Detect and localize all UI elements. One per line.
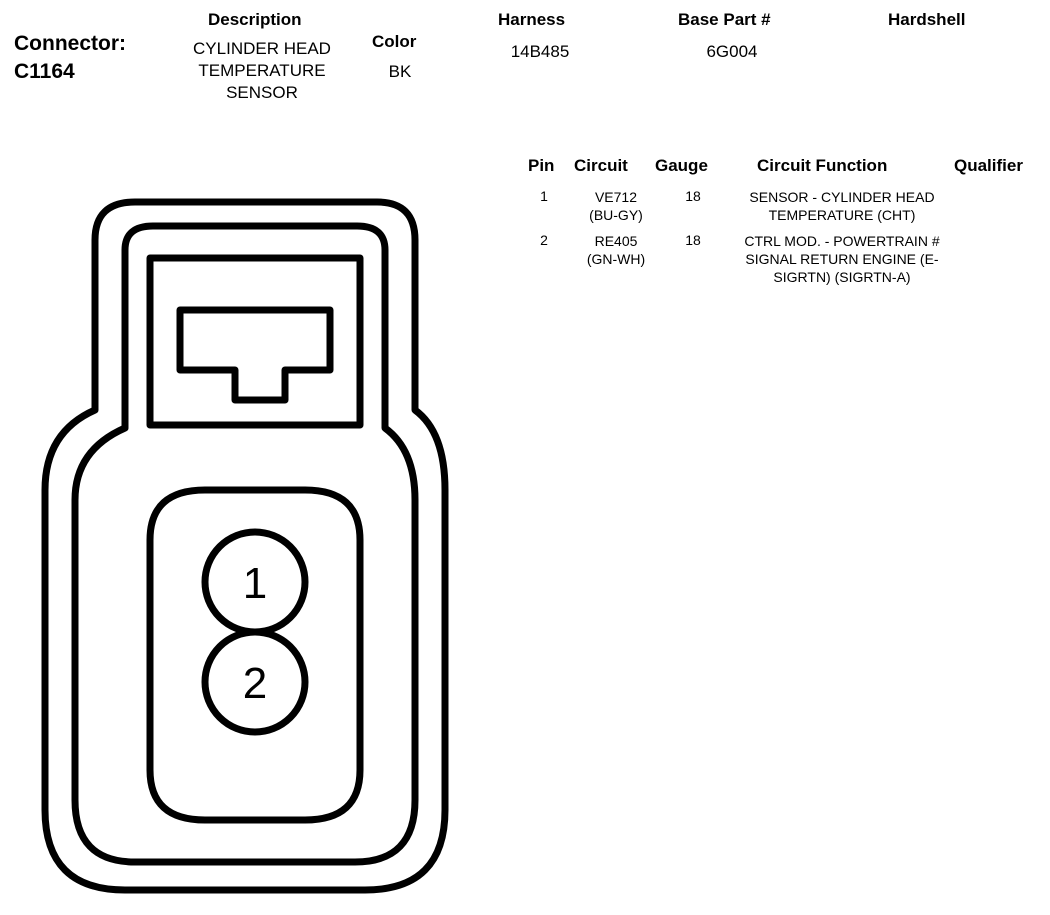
column-header-function: Circuit Function	[757, 156, 888, 175]
column-header-gauge: Gauge	[655, 156, 708, 175]
pin-cavity-1-label: 1	[242, 559, 268, 608]
cell-function: CTRL MOD. - POWERTRAIN # SIGNAL RETURN ENGINE (E-SIGRTN) (SIGRTN-A)	[744, 233, 940, 285]
harness-label: Harness	[498, 10, 566, 29]
pin-table	[524, 156, 1044, 285]
inner-shell-outline	[75, 226, 415, 862]
description-label: Description	[208, 10, 302, 29]
connector-face-svg	[20, 170, 520, 910]
cell-circuit-colors: (GN-WH)	[586, 251, 646, 267]
cell-pin: 1	[540, 188, 548, 204]
color-label: Color	[372, 32, 417, 51]
hardshell-label: Hardshell	[888, 10, 966, 29]
connector-id-value: C1164	[14, 60, 75, 83]
cell-gauge: 18	[685, 232, 701, 248]
base-part-label: Base Part #	[678, 10, 771, 29]
column-header-circuit: Circuit	[574, 156, 628, 175]
pin-cavity-2-label: 2	[242, 659, 268, 708]
connector-diagram	[20, 170, 520, 915]
cavity-block-outline	[150, 490, 360, 820]
harness-value: 14B485	[510, 42, 570, 61]
cell-circuit-colors: (BU-GY)	[589, 207, 643, 223]
base-part-value: 6G004	[706, 42, 758, 61]
connector-label: Connector:	[14, 32, 126, 55]
latch-notch-outline	[180, 310, 330, 400]
cell-function: SENSOR - CYLINDER HEAD TEMPERATURE (CHT)	[749, 189, 935, 223]
connector-header	[0, 0, 1050, 120]
cell-circuit-code: VE712	[594, 189, 638, 205]
column-header-qualifier: Qualifier	[954, 156, 1023, 175]
cell-gauge: 18	[685, 188, 701, 204]
color-value: BK	[388, 62, 412, 81]
cell-pin: 2	[540, 232, 548, 248]
column-header-pin: Pin	[528, 156, 555, 175]
description-value: CYLINDER HEAD TEMPERATURE SENSOR	[193, 39, 331, 102]
cell-circuit	[568, 188, 664, 224]
pin-table-header-row	[524, 156, 1044, 182]
cell-circuit	[568, 232, 664, 268]
cell-circuit-code: RE405	[594, 233, 638, 249]
